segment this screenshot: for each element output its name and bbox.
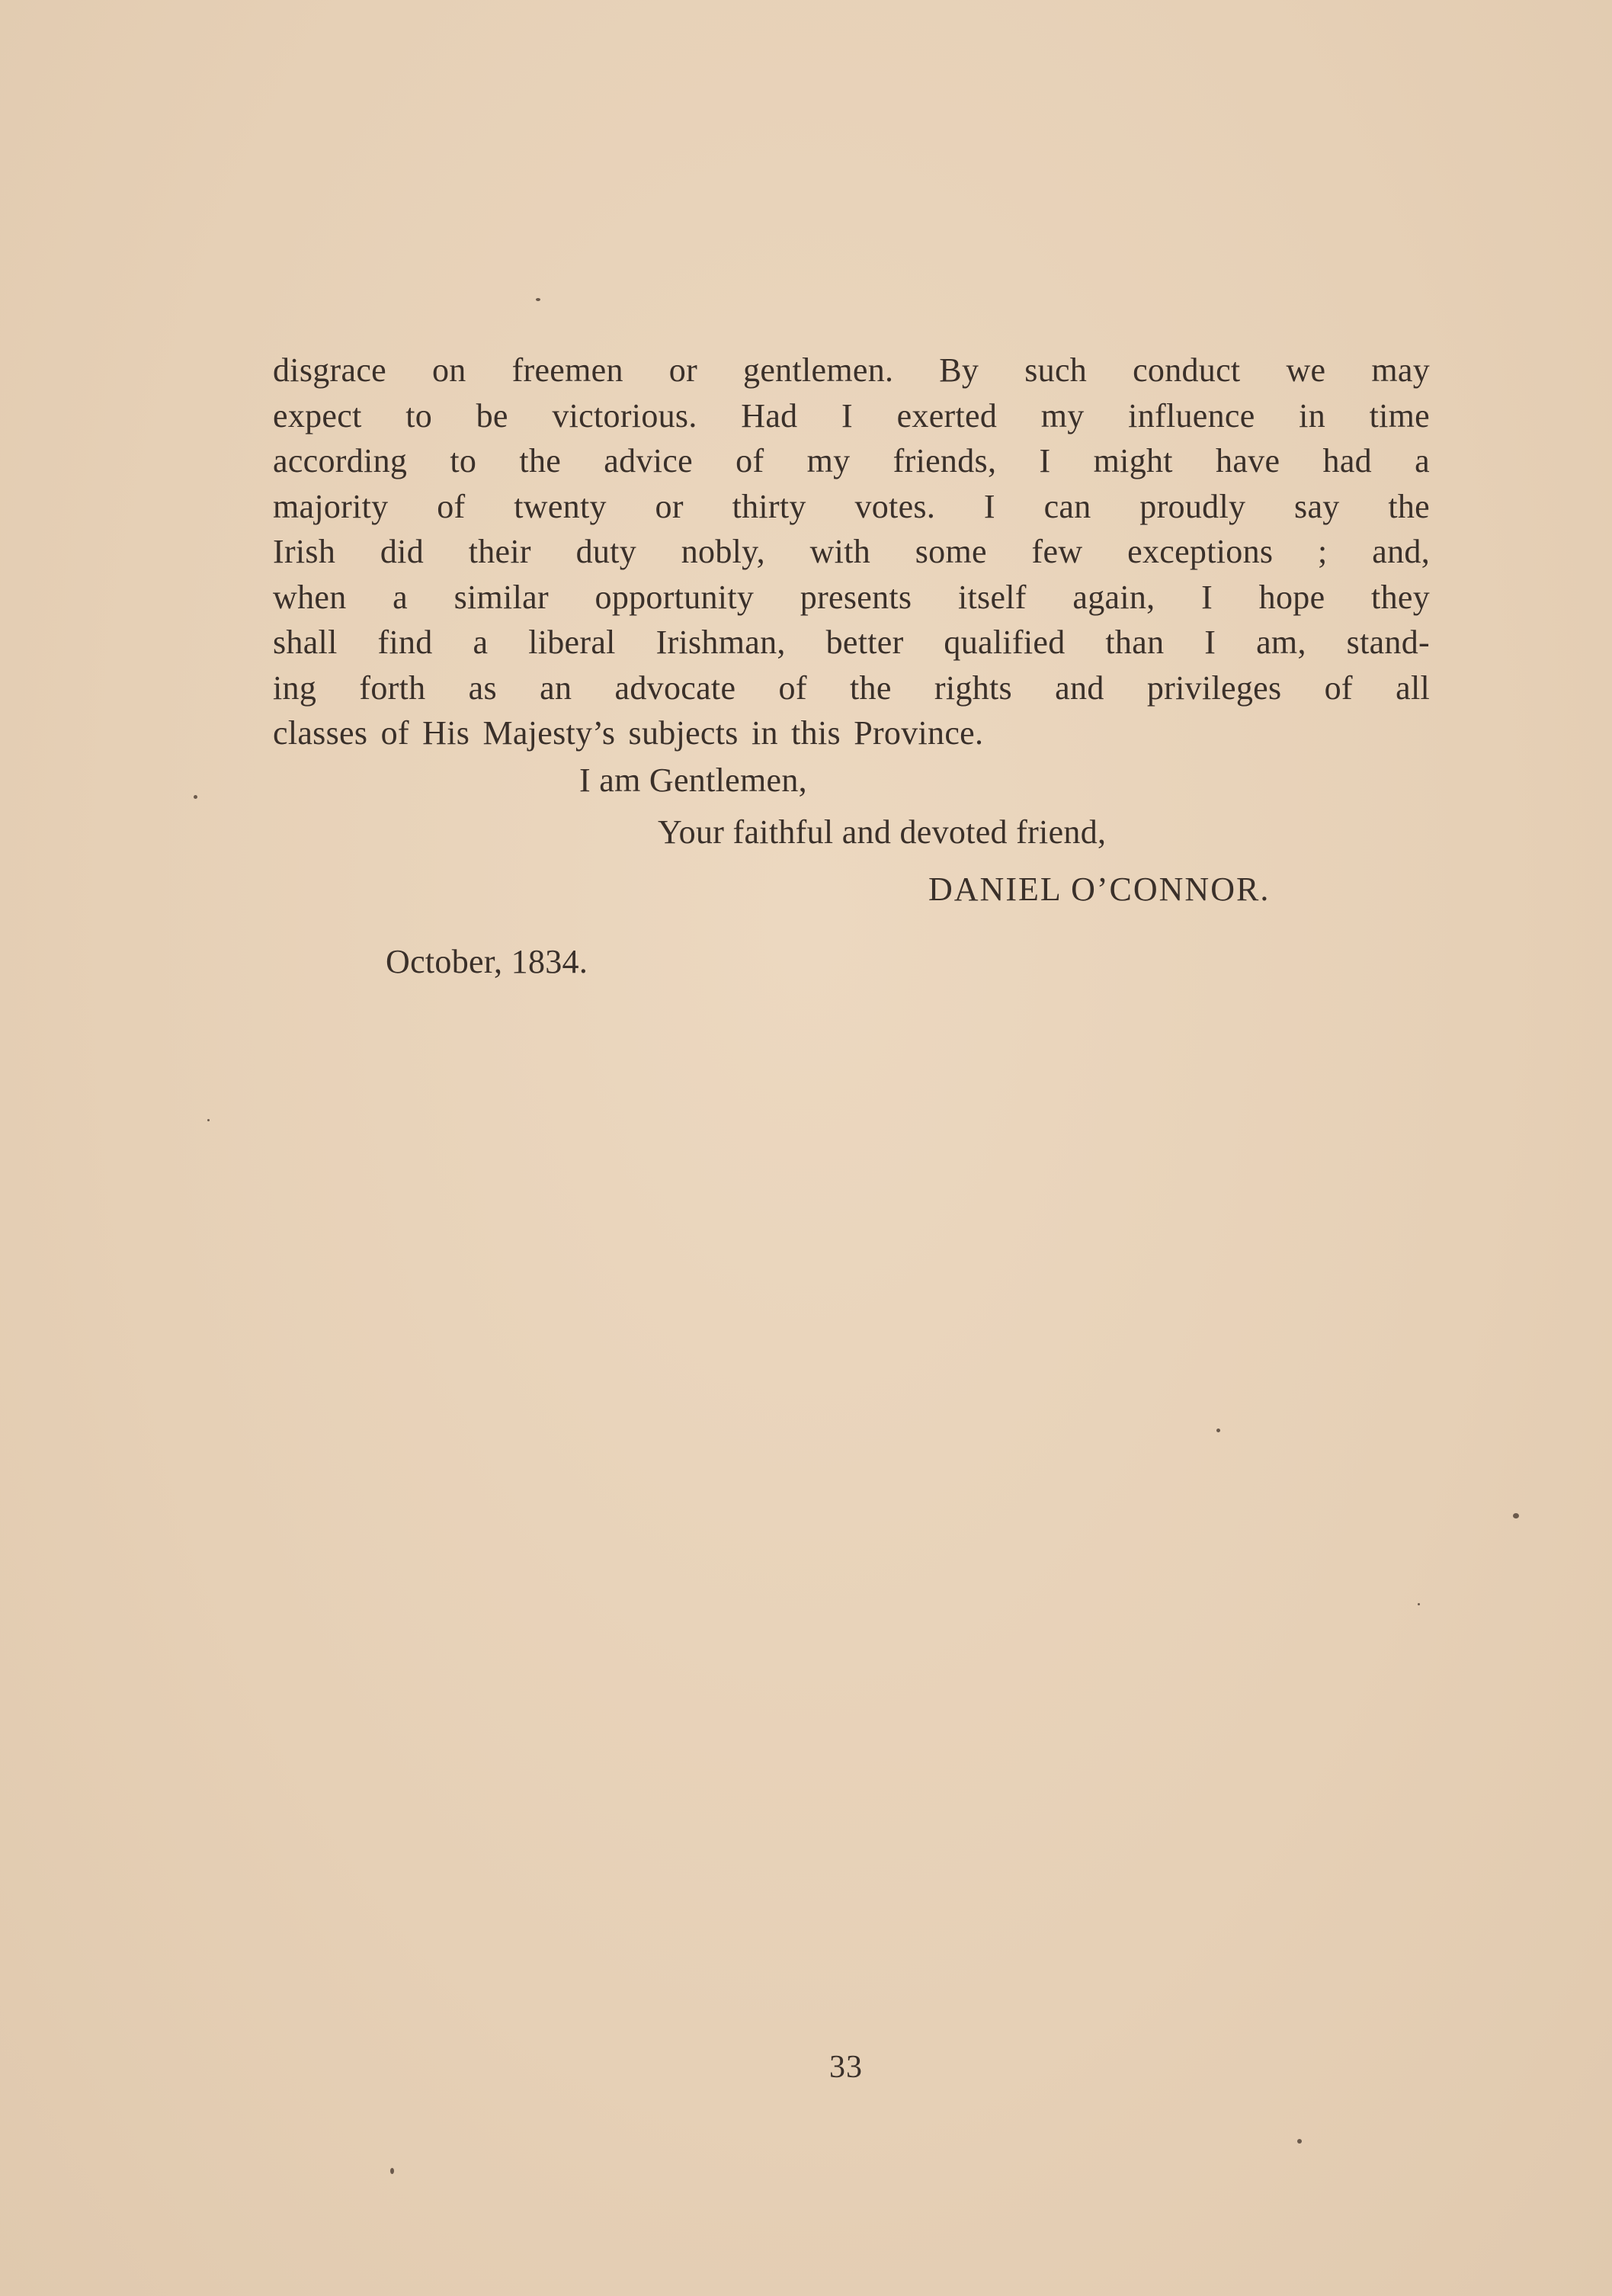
letter-body (273, 348, 1430, 756)
body-line: ing forth as an advocate of the rights and privileges of all (273, 669, 1430, 707)
body-line: disgrace on freemen or gentlemen. By such conduct we may (273, 351, 1430, 389)
salutation: I am Gentlemen, (579, 762, 807, 799)
paper-speck (207, 1119, 210, 1121)
paper-speck (194, 795, 197, 799)
body-line: when a similar opportunity presents itself again, I hope they (273, 578, 1430, 616)
valediction: Your faithful and devoted friend, (658, 813, 1107, 851)
paper-speck (1297, 2139, 1302, 2144)
page-number: 33 (829, 2050, 863, 2085)
paper-speck (1216, 1429, 1220, 1432)
paper-speck (1513, 1513, 1519, 1518)
paper-speck (536, 298, 540, 301)
body-line: according to the advice of my friends, I might have had a (273, 442, 1430, 479)
body-line: classes of His Majesty’s subjects in this Province. (273, 714, 984, 752)
body-line: expect to be victorious. Had I exerted my influence in time (273, 396, 1430, 435)
body-line: majority of twenty or thirty votes. I can proudly say the (273, 487, 1430, 525)
paper-speck (390, 2168, 394, 2174)
paper-speck (1418, 1603, 1420, 1605)
body-line: shall find a liberal Irishman, better qualified than I am, stand- (273, 624, 1430, 661)
signature: DANIEL O’CONNOR. (928, 871, 1271, 908)
body-line: Irish did their duty nobly, with some few exceptions ; and, (273, 533, 1430, 570)
letter-date: October, 1834. (386, 943, 588, 980)
